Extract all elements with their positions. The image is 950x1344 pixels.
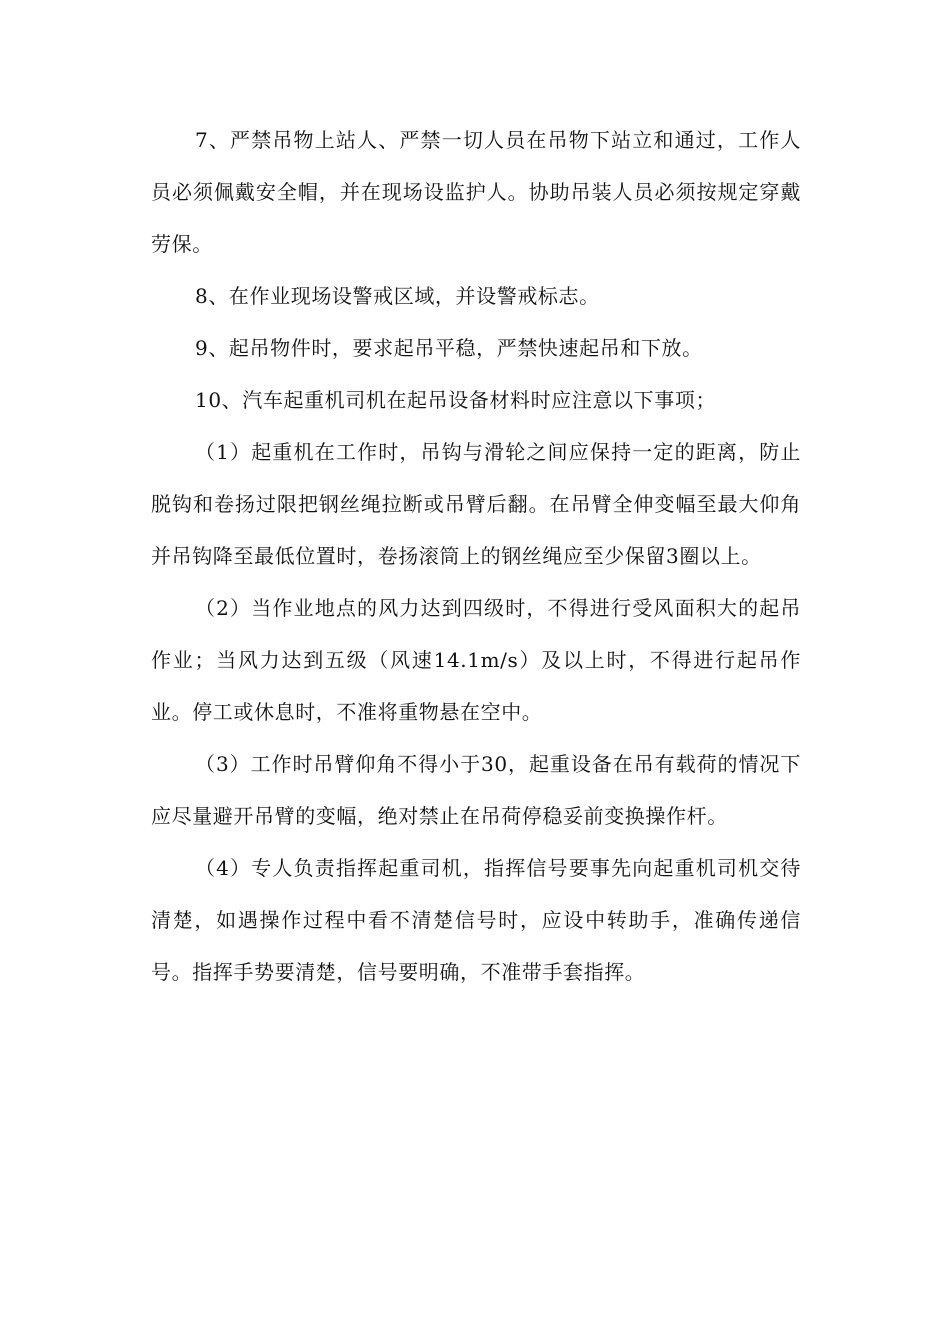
paragraph-item-2: （2）当作业地点的风力达到四级时，不得进行受风面积大的起吊作业；当风力达到五级（风速14.1m/s）及以上时，不得进行起吊作业。停工或休息时，不准将重物悬在空中。 <box>151 596 801 724</box>
paragraph-rule-10: 10、汽车起重机司机在起吊设备材料时应注意以下事项； <box>195 388 717 412</box>
paragraph-rule-8: 8、在作业现场设警戒区域，并设警戒标志。 <box>195 284 600 308</box>
paragraph-item-1: （1）起重机在工作时，吊钩与滑轮之间应保持一定的距离，防止脱钩和卷扬过限把钢丝绳拉断或吊臂后翻。在吊臂全伸变幅至最大仰角并吊钩降至最低位置时，卷扬滚筒上的钢丝绳应至少保留3圈以上。 <box>151 440 801 568</box>
paragraph-item-3: （3）工作时吊臂仰角不得小于30，起重设备在吊有载荷的情况下应尽量避开吊臂的变幅，绝对禁止在吊荷停稳妥前变换操作杆。 <box>151 752 801 828</box>
paragraph-item-4: （4）专人负责指挥起重司机，指挥信号要事先向起重机司机交待清楚，如遇操作过程中看不清楚信号时，应设中转助手，准确传递信号。指挥手势要清楚，信号要明确，不准带手套指挥。 <box>151 856 801 984</box>
paragraph-rule-7: 7、严禁吊物上站人、严禁一切人员在吊物下站立和通过，工作人员必须佩戴安全帽，并在现场设监护人。协助吊装人员必须按规定穿戴劳保。 <box>151 128 801 256</box>
document-body <box>151 114 801 998</box>
paragraph-rule-9: 9、起吊物件时，要求起吊平稳，严禁快速起吊和下放。 <box>195 336 703 360</box>
